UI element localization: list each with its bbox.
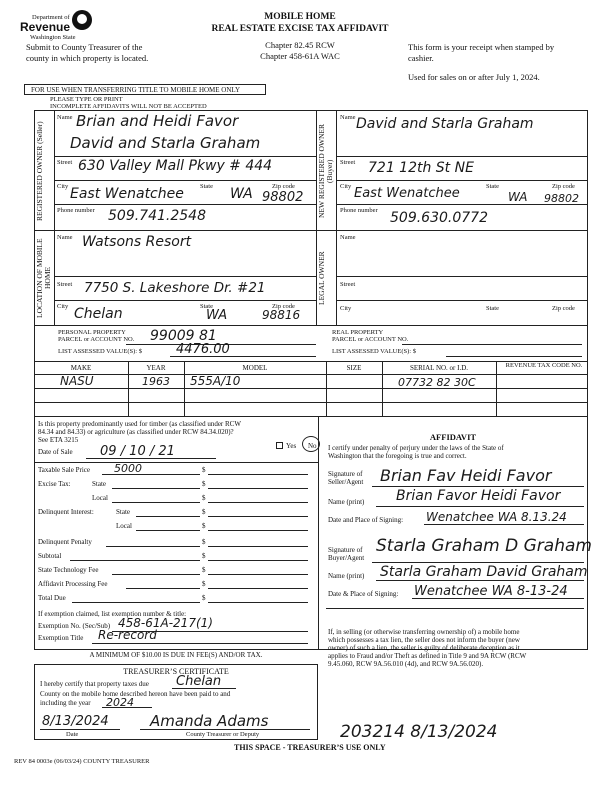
taxable-price-label: Taxable Sale Price [38, 466, 90, 474]
affidavit-title: AFFIDAVIT [429, 432, 477, 442]
submit-line-1: Submit to County Treasurer of the [26, 42, 143, 52]
dor-logo [20, 8, 100, 42]
assessed-label: LIST ASSESSED VALUE(S): $ [58, 348, 142, 355]
location-zip: 98816 [262, 308, 301, 322]
warning-line-4: applies to Fraud and/or Theft as defined in Title 9 and 9A RCW (RCW [328, 652, 527, 660]
buyer-phone-label: Phone number [340, 207, 378, 214]
buyer-print-name: Starla Graham David Graham [380, 564, 588, 580]
location-street-label: Street [57, 281, 73, 288]
title-line-2: REAL ESTATE EXCISE TAX AFFIDAVIT [211, 24, 389, 34]
warning-line-2: which possesses a tax lien, the seller does not inform the buyer (new [328, 636, 520, 644]
home-serial: 07732 82 30C [398, 376, 476, 389]
location-city-label: City [57, 303, 69, 310]
buyer-sig-label-1: Signature of [328, 546, 363, 554]
subtotal-dollar: $ [202, 552, 206, 560]
date-of-sale-label: Date of Sale [38, 448, 73, 456]
buyer-sig-label-2: Buyer/Agent [328, 554, 365, 562]
seller-street: 630 Valley Mall Pkwy # 444 [78, 158, 273, 174]
location-side-label: LOCATION OF MOBILE HOME [35, 238, 52, 318]
treasurer-county: Chelan [176, 674, 222, 689]
home-make: NASU [60, 374, 94, 388]
tech-fee-label: State Technology Fee [38, 566, 99, 574]
home-year: 1963 [142, 375, 170, 388]
delinquent-interest-label: Delinquent Interest: [38, 508, 94, 516]
location-state-label: State [200, 303, 213, 310]
seller-name-2: David and Starla Graham [70, 134, 261, 152]
seller-sig-label-1: Signature of [328, 470, 363, 478]
minimum-notice: A MINIMUM OF $10.00 IS DUE IN FEE(S) AND/OR TAX. [89, 651, 263, 659]
seller-state-label: State [200, 183, 213, 190]
buyer-phone: 509.630.0772 [390, 210, 488, 226]
seller-city-label: City [57, 183, 69, 190]
timber-question-1: Is this property predominantly used for timber (as classified under RCW [38, 420, 241, 428]
legal-street-label: Street [340, 281, 356, 288]
taxable-price: 5000 [114, 462, 142, 475]
col-year: YEAR [146, 364, 166, 372]
see-eta: See ETA 3215 [38, 436, 79, 444]
location-state: WA [206, 308, 228, 323]
dept-line: Department of [32, 14, 70, 21]
treasurer-title: TREASURER’S CERTIFICATE [123, 667, 229, 676]
excise-state-dollar: $ [202, 480, 206, 488]
transfer-notice-box [24, 84, 266, 95]
seller-zip-label: Zip code [272, 183, 295, 190]
chapter-1: Chapter 82.45 RCW [265, 40, 335, 50]
penalty-dollar: $ [202, 538, 206, 546]
aff-fee-dollar: $ [202, 580, 206, 588]
yes-checkbox[interactable] [276, 442, 283, 449]
buyer-side-label: NEW REGISTERED OWNER (Buyer) [317, 123, 334, 219]
location-zip-label: Zip code [272, 303, 295, 310]
legal-state-label: State [486, 305, 499, 312]
submit-line-2: county in which property is located. [26, 53, 149, 63]
buyer-name-label: Name [340, 114, 356, 121]
no-label: No [308, 442, 317, 450]
warning-line-1: If, in selling (or otherwise transferring ownership of) a mobile home [328, 628, 520, 636]
col-serial: SERIAL NO. or I.D. [409, 364, 469, 372]
seller-phone-label: Phone number [57, 207, 95, 214]
excise-local-label: Local [92, 494, 108, 502]
buyer-state: WA [508, 190, 528, 204]
delinquent-penalty-label: Delinquent Penalty [38, 538, 92, 546]
buyer-print-label: Name (print) [328, 572, 365, 580]
legal-city-label: City [340, 305, 352, 312]
personal-property-label: PERSONAL PROPERTY [58, 329, 126, 336]
seller-date-label: Date and Place of Signing: [328, 516, 404, 524]
exemption-title: Re-record [98, 628, 157, 642]
real-parcel-label: PARCEL or ACCOUNT NO. [332, 336, 409, 343]
real-assessed-label: LIST ASSESSED VALUE(S): $ [332, 348, 416, 355]
treasurer-cert-1: I hereby certify that property taxes due [40, 680, 149, 688]
timber-question-2: 84.34 and 84.33) or agriculture (as classified under RCW 84.34.020)? [38, 428, 234, 436]
legal-side-label: LEGAL OWNER [317, 251, 326, 305]
seller-city: East Wenatchee [70, 186, 184, 202]
col-size: SIZE [346, 364, 362, 372]
seller-name-label: Name [57, 114, 73, 121]
location-street: 7750 S. Lakeshore Dr. #21 [84, 280, 266, 296]
excise-local-dollar: $ [202, 494, 206, 502]
seller-street-label: Street [57, 159, 73, 166]
exemption-title-label: Exemption Title [38, 634, 84, 642]
date-of-sale: 09 / 10 / 21 [100, 444, 175, 459]
col-model: MODEL [242, 364, 268, 372]
col-make: MAKE [70, 364, 92, 372]
title-line-1: MOBILE HOME [264, 12, 336, 22]
legal-name-label: Name [340, 234, 356, 241]
seller-state: WA [230, 186, 253, 202]
logo-swoosh-icon [77, 14, 87, 24]
buyer-name: David and Starla Graham [356, 116, 534, 132]
transfer-notice: FOR USE WHEN TRANSFERRING TITLE TO MOBILE HOME ONLY [31, 86, 241, 94]
treasurer-cert-2: County on the mobile home described hereon have been paid to and [40, 690, 231, 698]
yes-label: Yes [286, 442, 297, 450]
aff-fee-label: Affidavit Processing Fee [38, 580, 108, 588]
real-property-label: REAL PROPERTY [332, 329, 384, 336]
tech-fee-dollar: $ [202, 566, 206, 574]
affidavit-cert-1: I certify under penalty of perjury under the laws of the State of [328, 444, 504, 452]
seller-print-label: Name (print) [328, 498, 365, 506]
revenue-word: Revenue [20, 20, 71, 34]
excise-tax-label: Excise Tax: [38, 480, 71, 488]
buyer-street-label: Street [340, 159, 356, 166]
seller-sig-label-2: Seller/Agent [328, 478, 364, 486]
total-due-dollar: $ [202, 594, 206, 602]
parcel-account: 99009 81 [150, 328, 217, 344]
form-footer: REV 84 0003e (06/03/24) COUNTY TREASURER [14, 758, 150, 765]
seller-date-place: Wenatchee WA 8.13.24 [426, 510, 567, 524]
exemption-no-label: Exemption No. (Sec/Sub) [38, 622, 111, 630]
seller-side-label: REGISTERED OWNER (Seller) [35, 121, 44, 221]
exemption-no: 458-61A-217(1) [118, 616, 213, 630]
home-model: 555A/10 [190, 374, 241, 388]
legal-zip-label: Zip code [552, 305, 575, 312]
buyer-city: East Wenatchee [354, 186, 460, 201]
buyer-zip: 98802 [544, 192, 579, 205]
buyer-date-label: Date & Place of Signing: [328, 590, 399, 598]
state-line: Washington State [30, 34, 76, 41]
warning-line-5: 9.45.060, RCW 9A.56.010 (4d), and RCW 9A.56.020). [328, 660, 484, 668]
exemption-claim-label: If exemption claimed, list exemption number & title: [38, 610, 187, 618]
chapter-2: Chapter 458-61A WAC [260, 51, 340, 61]
col-revenue-tax: REVENUE TAX CODE NO. [505, 362, 583, 369]
treasurer-date-label: Date [66, 731, 79, 738]
delinquent-local-label: Local [116, 522, 132, 530]
subtotal-label: Subtotal [38, 552, 62, 560]
treasurer-year: 2024 [106, 696, 134, 709]
excise-state-label: State [92, 480, 106, 488]
used-for-line: Used for sales on or after July 1, 2024. [408, 72, 540, 82]
location-name: Watsons Resort [82, 234, 192, 250]
treasurer-sig-label: County Treasurer or Deputy [186, 731, 260, 738]
cashier-stamp: 203214 8/13/2024 [340, 722, 498, 742]
seller-zip: 98802 [262, 190, 304, 205]
treasurer-date: 8/13/2024 [42, 714, 109, 729]
receipt-line-2: cashier. [408, 53, 434, 63]
print-notice: PLEASE TYPE OR PRINT [50, 96, 123, 103]
receipt-line-1: This form is your receipt when stamped by [408, 42, 555, 52]
delinquent-local-dollar: $ [202, 522, 206, 530]
seller-signature: Brian Fav Heidi Favor [380, 466, 552, 485]
warning-line-3: owner) of such a lien, the seller is guilty of deliberate deception as it [328, 644, 520, 652]
incomplete-notice: INCOMPLETE AFFIDAVITS WILL NOT BE ACCEPTED [50, 103, 207, 110]
seller-name-1: Brian and Heidi Favor [76, 112, 239, 130]
buyer-date-place: Wenatchee WA 8-13-24 [414, 584, 568, 599]
treasurer-use-only: THIS SPACE - TREASURER’S USE ONLY [234, 743, 386, 752]
total-due-label: Total Due [38, 594, 66, 602]
treasurer-signature: Amanda Adams [150, 712, 269, 730]
location-city: Chelan [74, 306, 123, 322]
personal-parcel-label: PARCEL or ACCOUNT NO. [58, 336, 135, 343]
delinquent-state-label: State [116, 508, 130, 516]
seller-print-name: Brian Favor Heidi Favor [396, 488, 561, 504]
buyer-signature: Starla Graham D Graham [376, 536, 592, 556]
seller-phone: 509.741.2548 [108, 208, 206, 224]
buyer-state-label: State [486, 183, 499, 190]
buyer-street: 721 12th St NE [368, 160, 474, 176]
delinquent-state-dollar: $ [202, 508, 206, 516]
taxable-dollar: $ [202, 466, 206, 474]
buyer-city-label: City [340, 183, 352, 190]
assessed-value: 4476.00 [176, 342, 230, 357]
location-name-label: Name [57, 234, 73, 241]
treasurer-cert-3: including the year [40, 699, 91, 707]
buyer-zip-label: Zip code [552, 183, 575, 190]
affidavit-cert-2: Washington that the foregoing is true and correct. [328, 452, 467, 460]
